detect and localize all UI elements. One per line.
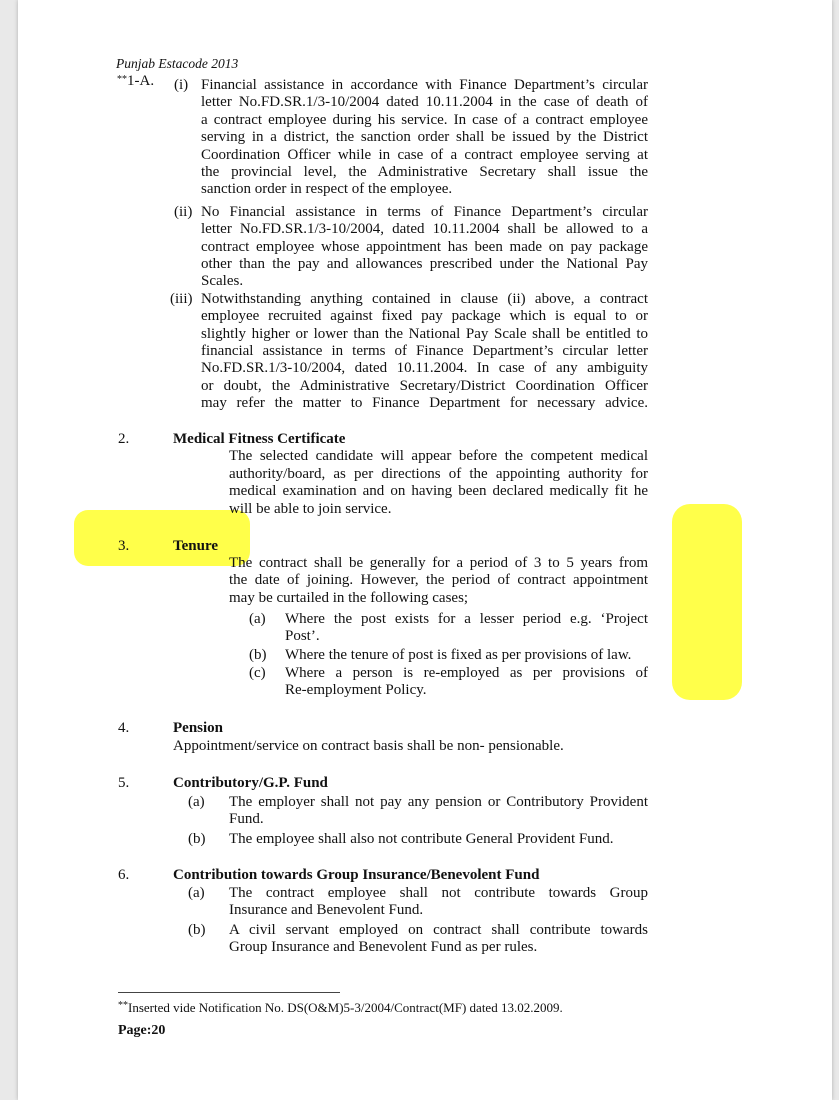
text-line: sanction order in respect of the employee. bbox=[201, 181, 453, 198]
section-heading: Pension bbox=[173, 719, 224, 736]
text-line: Where the tenure of post is fixed as per provisions of law. bbox=[285, 647, 632, 664]
text-line: serving in a district, the sanction order shall be issued by the District bbox=[201, 129, 648, 146]
text-line: Insurance and Benevolent Fund. bbox=[229, 902, 424, 919]
item-label: (c) bbox=[249, 665, 266, 681]
text-line: employee recruited against fixed pay package which is equal to or bbox=[201, 308, 648, 325]
section-number: 4. bbox=[118, 719, 130, 736]
document-header-title: Punjab Estacode 2013 bbox=[116, 56, 239, 71]
text-line: Coordination Officer while in case of a contract employee serving at bbox=[201, 146, 648, 163]
item-label: (b) bbox=[188, 921, 206, 938]
text-line: The employee shall also not contribute General Provident Fund. bbox=[229, 830, 614, 847]
text-line: letter No.FD.SR.1/3-10/2004, dated 10.11.2004 shall be allowed to a bbox=[201, 221, 648, 238]
text-line: No.FD.SR.1/3-10/2004, dated 10.11.2004. In case of any ambiguity bbox=[201, 360, 648, 377]
section-number: 6. bbox=[118, 866, 130, 883]
footnote-text: Inserted vide Notification No. DS(O&M)5-3/2004/Contract(MF) dated 13.02.2009. bbox=[128, 1000, 563, 1015]
text-line: Where the post exists for a lesser period e.g. ‘Project bbox=[285, 610, 648, 627]
section-heading: Medical Fitness Certificate bbox=[173, 431, 346, 447]
text-line: slightly higher or lower than the National Pay Scale shall be entitled to bbox=[201, 325, 648, 342]
text-line: financial assistance in terms of Finance Department’s circular letter bbox=[201, 342, 648, 359]
text-line: contract employee whose appointment has been made on pay package bbox=[201, 238, 648, 255]
item-label: (a) bbox=[188, 793, 205, 810]
text-line: The contract shall be generally for a period of 3 to 5 years from bbox=[229, 555, 648, 571]
text-line: Scales. bbox=[201, 273, 244, 290]
footnote-divider bbox=[118, 992, 340, 993]
page-number: Page:20 bbox=[118, 1023, 166, 1038]
section-number: 3. bbox=[118, 537, 130, 554]
text-line: No Financial assistance in terms of Finance Department’s circular bbox=[201, 203, 648, 220]
item-label: (b) bbox=[249, 647, 267, 664]
text-line: letter No.FD.SR.1/3-10/2004 dated 10.11.2004 in the case of death of bbox=[201, 94, 648, 111]
text-line: Re-employment Policy. bbox=[285, 682, 427, 699]
section-heading: Contributory/G.P. Fund bbox=[173, 775, 328, 791]
section-heading: Tenure bbox=[173, 537, 219, 554]
section-4-text: Appointment/service on contract basis shall be non- pensionable. bbox=[173, 738, 564, 754]
text-line: a contract employee during his service. In case of a contract employee bbox=[201, 111, 648, 128]
item-label: (a) bbox=[188, 885, 205, 901]
text-line: Post’. bbox=[285, 627, 320, 644]
text-line: The selected candidate will appear before the competent medical bbox=[229, 448, 648, 465]
item-label: (a) bbox=[249, 610, 266, 627]
text-line: Fund. bbox=[229, 810, 264, 827]
highlight-mark-tenure bbox=[74, 510, 250, 566]
text-line: other than the pay and allowances prescribed under the National Pay bbox=[201, 255, 648, 272]
item-label: (b) bbox=[188, 830, 206, 847]
text-line: The employer shall not pay any pension or Contributory Provident bbox=[229, 793, 648, 810]
text-line: medical examination and on having been declared medically fit he bbox=[229, 483, 648, 500]
text-line: the date of joining. However, the period of contract appointment bbox=[229, 572, 648, 589]
text-line: Group Insurance and Benevolent Fund as per rules. bbox=[229, 938, 538, 955]
text-line: may be curtailed in the following cases; bbox=[229, 589, 469, 606]
text-line: Notwithstanding anything contained in clause (ii) above, a contract bbox=[201, 290, 648, 307]
text-line: A civil servant employed on contract shall contribute towards bbox=[229, 921, 648, 938]
text-line: Financial assistance in accordance with Finance Department’s circular bbox=[201, 77, 648, 93]
item-label: (ii) bbox=[174, 203, 193, 220]
item-label: (iii) bbox=[170, 290, 193, 307]
text-line: Where a person is re-employed as per provisions of bbox=[285, 665, 648, 681]
footnote-marker: ** bbox=[118, 1000, 128, 1011]
section-heading: Contribution towards Group Insurance/Benevolent Fund bbox=[173, 866, 540, 883]
footnote bbox=[118, 999, 563, 1016]
text-line: The contract employee shall not contribute towards Group bbox=[229, 885, 648, 901]
section-number: 2. bbox=[118, 431, 130, 447]
text-line: the provincial level, the Administrative Secretary shall issue the bbox=[201, 164, 648, 180]
section-1a-number: **1-A. bbox=[117, 73, 155, 89]
highlight-mark-margin bbox=[672, 504, 742, 700]
text-line: authority/board, as per directions of the appointing authority for bbox=[229, 465, 648, 482]
text-line: may refer the matter to Finance Department for necessary advice. bbox=[201, 395, 648, 412]
text-line: will be able to join service. bbox=[229, 500, 392, 517]
document-page bbox=[18, 0, 832, 1100]
text-line: or doubt, the Administrative Secretary/District Coordination Officer bbox=[201, 377, 648, 394]
section-number: 5. bbox=[118, 775, 130, 791]
item-label: (i) bbox=[174, 77, 189, 93]
footnote-marker: ** bbox=[117, 74, 127, 85]
